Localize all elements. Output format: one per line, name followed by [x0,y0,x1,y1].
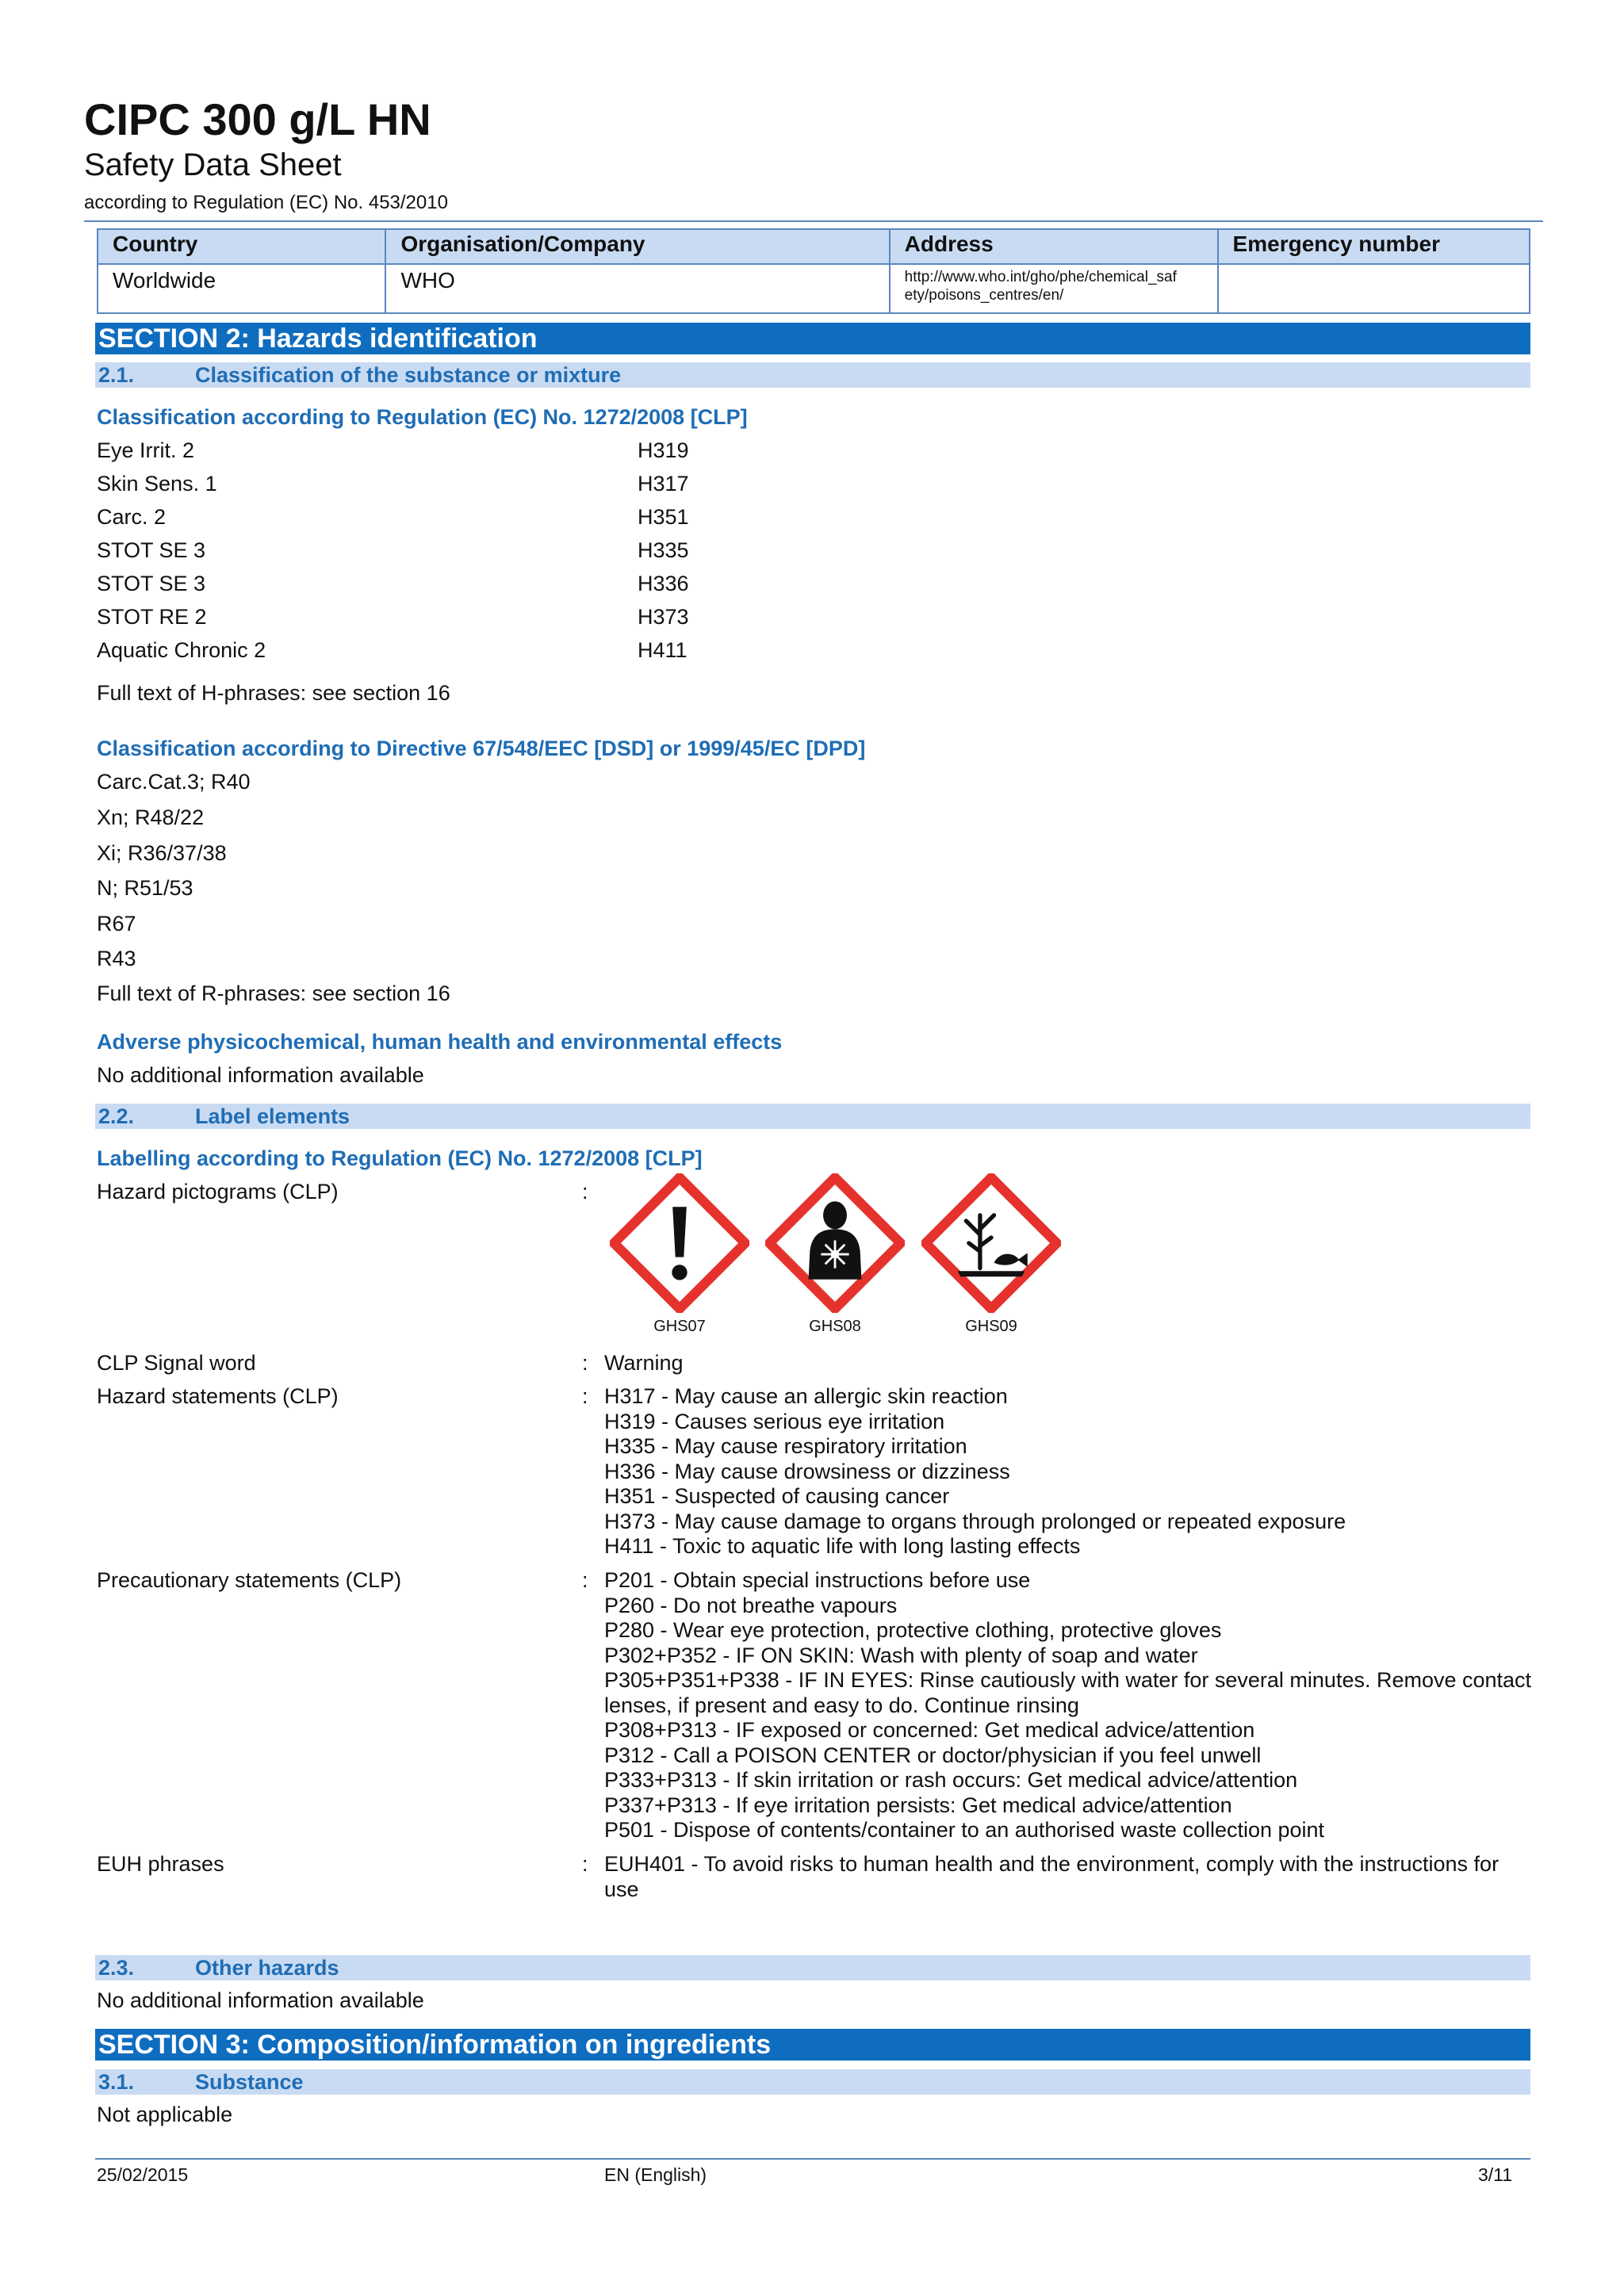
table-row [98,264,1530,313]
adverse-effects-text: No additional information available [97,1063,424,1087]
other-hazards-text: No additional information available [97,1988,424,2012]
hazard-statements-list [604,1384,1346,1559]
classification-row [97,538,810,572]
list-item: Xi; R36/37/38 [97,841,227,865]
subsection-title: Substance [195,2070,304,2094]
column-header-country: Country [98,229,385,264]
hazard-class: STOT SE 3 [97,572,206,595]
pictogram-code: GHS09 [965,1318,1017,1335]
subsection-title: Label elements [195,1104,350,1128]
list-item: P333+P313 - If skin irritation or rash occurs: Get medical advice/attention [604,1768,1298,1792]
address-line-2[interactable]: ety/poisons_centres/en/ [904,287,1064,304]
hazard-statements-label: Hazard statements (CLP) [97,1384,339,1408]
colon-separator: : [582,1384,588,1408]
address-line-1[interactable]: http://www.who.int/gho/phe/chemical_saf [904,269,1177,285]
document-subtitle: Safety Data Sheet [84,147,342,182]
pictogram-ghs09 [920,1173,1063,1336]
list-item: R67 [97,912,136,936]
hazard-class: STOT RE 2 [97,605,207,629]
list-item: P312 - Call a POISON CENTER or doctor/physician if you feel unwell [604,1743,1262,1767]
regulation-reference: according to Regulation (EC) No. 453/2010 [84,192,448,213]
list-item: R43 [97,947,136,970]
colon-separator: : [582,1180,588,1203]
subsection-number: 2.1. [98,363,135,387]
footer-language: EN (English) [604,2164,707,2185]
header-divider [84,220,1543,222]
adverse-effects-heading: Adverse physicochemical, human health and environmental effects [97,1030,783,1054]
subsection-number: 3.1. [98,2070,135,2094]
list-item: P337+P313 - If eye irritation persists: Get medical advice/attention [604,1793,1232,1817]
column-header-address: Address [890,229,1218,264]
colon-separator: : [582,1351,588,1375]
hazard-class: Skin Sens. 1 [97,472,217,496]
document-title: CIPC 300 g/L HN [84,94,431,144]
hazard-class: Carc. 2 [97,505,167,529]
list-item: N; R51/53 [97,876,193,900]
hazard-code: H319 [638,438,689,462]
subsection-2-1-header [95,362,1530,388]
subsection-2-3-header [95,1955,1530,1980]
list-item: H411 - Toxic to aquatic life with long lasting effects [604,1534,1081,1558]
cell-emergency-number [1218,264,1530,313]
list-item: H335 - May cause respiratory irritation [604,1434,967,1458]
classification-row [97,638,810,672]
euh-phrases-label: EUH phrases [97,1852,224,1876]
list-item: P501 - Dispose of contents/container to an authorised waste collection point [604,1818,1325,1842]
clp-classification-heading: Classification according to Regulation (EC) No. 1272/2008 [CLP] [97,405,748,429]
list-item: H317 - May cause an allergic skin reaction [604,1384,1008,1408]
emergency-contacts-table [97,228,1530,314]
list-item: P302+P352 - IF ON SKIN: Wash with plenty of soap and water [604,1643,1198,1667]
column-header-emergency-number: Emergency number [1218,229,1530,264]
section-3-header: SECTION 3: Composition/information on ingredients [95,2029,1530,2061]
classification-row [97,438,810,472]
cell-country: Worldwide [98,264,385,313]
pictogram-ghs07 [608,1173,751,1336]
hazard-code: H317 [638,472,689,496]
footer-page-number: 3/11 [1478,2164,1513,2185]
hazard-code: H335 [638,538,689,562]
hazard-class: Aquatic Chronic 2 [97,638,266,662]
hazard-class: Eye Irrit. 2 [97,438,195,462]
section-2-header: SECTION 2: Hazards identification [95,323,1530,354]
classification-row [97,505,810,538]
labelling-heading: Labelling according to Regulation (EC) No. 1272/2008 [CLP] [97,1146,703,1170]
subsection-number: 2.2. [98,1104,135,1128]
cell-address[interactable] [890,264,1218,313]
list-item: H336 - May cause drowsiness or dizziness [604,1459,1010,1483]
classification-row [97,572,810,605]
footer-divider [95,2158,1530,2160]
list-item: P260 - Do not breathe vapours [604,1593,898,1617]
list-item: Carc.Cat.3; R40 [97,770,251,794]
substance-text: Not applicable [97,2103,233,2126]
list-item: Xn; R48/22 [97,806,205,829]
colon-separator: : [582,1852,588,1876]
cell-organisation: WHO [385,264,889,313]
classification-row [97,472,810,505]
table-header-row [98,229,1530,264]
list-item: H351 - Suspected of causing cancer [604,1484,950,1508]
list-item: H373 - May cause damage to organs through prolonged or repeated exposure [604,1509,1346,1533]
signal-word-label: CLP Signal word [97,1351,256,1375]
hazard-code: H351 [638,505,689,529]
footer-date: 25/02/2015 [97,2164,189,2185]
precautionary-statements-list [604,1568,1532,1843]
pictogram-code: GHS07 [653,1318,706,1335]
signal-word-value: Warning [604,1351,684,1375]
precautionary-statements-label: Precautionary statements (CLP) [97,1568,402,1592]
subsection-title: Classification of the substance or mixture [195,363,622,387]
health-hazard-icon [765,1173,905,1313]
h-phrases-note: Full text of H-phrases: see section 16 [97,681,450,705]
subsection-number: 2.3. [98,1956,135,1980]
hazard-code: H336 [638,572,689,595]
euh-phrases-value [604,1852,1532,1902]
list-item: P280 - Wear eye protection, protective clothing, protective gloves [604,1618,1222,1642]
pictogram-code: GHS08 [809,1318,861,1335]
subsection-title: Other hazards [195,1956,339,1980]
pictogram-ghs08 [764,1173,906,1336]
hazard-code: H411 [638,638,688,662]
hazard-code: H373 [638,605,689,629]
r-phrases-note: Full text of R-phrases: see section 16 [97,982,450,1005]
hazard-class: STOT SE 3 [97,538,206,562]
pictograms-label: Hazard pictograms (CLP) [97,1180,339,1203]
list-item: P305+P351+P338 - IF IN EYES: Rinse cautiously with water for several minutes. Remove contact lenses, if present and easy to do. Continue rinsing [604,1668,1532,1717]
list-item: P308+P313 - IF exposed or concerned: Get medical advice/attention [604,1718,1255,1742]
colon-separator: : [582,1568,588,1592]
environment-hazard-icon [921,1173,1061,1313]
dsd-classification-heading: Classification according to Directive 67/548/EEC [DSD] or 1999/45/EC [DPD] [97,737,866,760]
list-item: H319 - Causes serious eye irritation [604,1409,945,1433]
subsection-3-1-header [95,2069,1530,2095]
euh-phrase-text: EUH401 - To avoid risks to human health and the environment, comply with the instructions for use [604,1852,1500,1901]
subsection-2-2-header [95,1104,1530,1129]
list-item: P201 - Obtain special instructions before use [604,1568,1031,1592]
column-header-organisation: Organisation/Company [385,229,889,264]
exclamation-mark-icon [610,1173,749,1313]
classification-row [97,605,810,638]
